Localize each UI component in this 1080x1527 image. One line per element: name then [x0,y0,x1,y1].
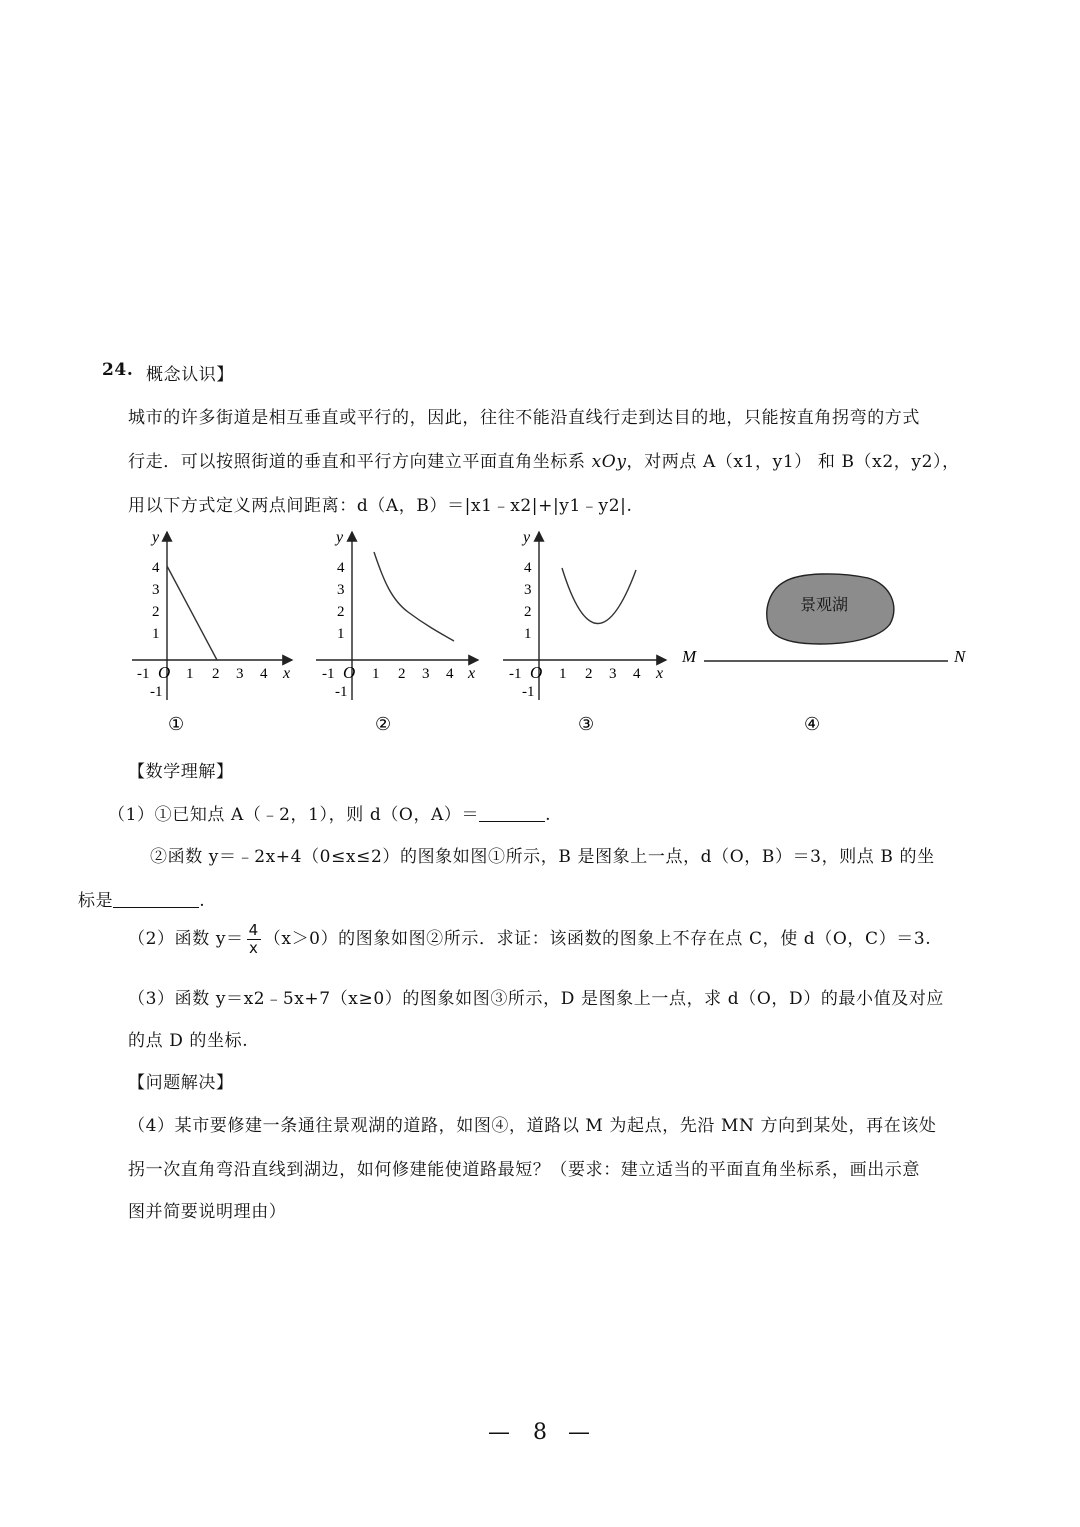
section-math-title: 【数学理解】 [128,762,234,782]
fig1-x-tick-1: 1 [186,666,194,682]
q1-part2-end: . [199,891,206,911]
fig3-neg-y: -1 [522,684,535,700]
fig2-label: ② [375,714,392,735]
fig2-origin: O [343,663,356,682]
q1-answer-blank-2[interactable] [113,891,199,908]
q4-line1: （4）某市要修建一条通往景观湖的道路，如图④，道路以 M 为起点，先沿 MN 方向到某处，再在该处 [128,1116,937,1136]
q1-answer-blank-1[interactable] [479,805,545,822]
fig1-y-tick-3: 3 [152,582,160,598]
fig3-x-tick-1: 1 [559,666,567,682]
fig3-x-label: x [656,665,664,682]
fig1-x-tick-4: 4 [260,666,268,682]
fig2-x-label: x [468,665,476,682]
fig1-neg-x: -1 [137,666,150,682]
fig3-origin: O [530,663,543,682]
point-b-def: B（x2，y2）， [841,452,960,472]
fig2-y-tick-1: 1 [337,626,345,642]
fig2-y-tick-4: 4 [337,560,345,576]
fig2-curve [374,552,454,641]
q4-line2: 拐一次直角弯沿直线到湖边，如何修建能使道路最短？（要求：建立适当的平面直角坐标系，画出示意 [128,1160,920,1180]
point-a-def: A（x1，y1） [702,452,812,472]
intro-line-3 [128,491,632,516]
fig2-y-label: y [336,529,344,546]
section-problem-title: 【问题解决】 [128,1073,234,1093]
fig1-line-graph [167,566,217,660]
fig3-x-tick-2: 2 [585,666,593,682]
footer-dash-left: — [488,1420,510,1445]
fig1-y-label: y [152,529,160,546]
fig3-y-tick-1: 1 [524,626,532,642]
fig1-x-tick-2: 2 [212,666,220,682]
fig3-x-tick-3: 3 [609,666,617,682]
fig2-x-tick-2: 2 [398,666,406,682]
q2-line [128,922,931,957]
intro-line-1: 城市的许多街道是相互垂直或平行的，因此，往往不能沿直线行走到达目的地，只能按直角拐弯的方式 [128,408,920,428]
fig1-x-tick-3: 3 [236,666,244,682]
fig3-x-tick-4: 4 [633,666,641,682]
q1-part2-b-text: 标是 [78,891,114,911]
q2-frac-num: 4 [248,921,259,939]
fig2-x-tick-1: 1 [372,666,380,682]
q2-frac-den: x [248,939,259,957]
q1-part2-line2 [78,886,205,911]
question-number: 24. [102,360,134,380]
figure-2 [316,529,478,735]
fig3-y-label: y [523,529,531,546]
page-number: 8 [533,1420,547,1445]
fig1-origin: O [158,663,171,682]
q2-b: （x＞0）的图象如图②所示．求证：该函数的图象上不存在点 C，使 d（O，C）＝3. [263,929,932,949]
fig1-label: ① [168,714,185,735]
fig2-neg-x: -1 [322,666,335,682]
fig3-label: ③ [578,714,595,735]
fig1-y-tick-2: 2 [152,604,160,620]
q1-part1 [108,800,551,825]
fig4-label: ④ [804,714,821,735]
and-word: 和 [811,452,842,472]
coord-system: xOy [591,452,627,472]
fig1-y-tick-4: 4 [152,560,160,576]
q4-line3: 图并简要说明理由） [128,1202,287,1222]
q2-a: （2）函数 y＝ [128,929,244,949]
figure-3 [503,529,666,735]
footer-dash-right: — [568,1420,590,1445]
intro-line-2 [128,447,960,472]
distance-formula: d（A，B）＝|x1﹣x2|+|y1﹣y2|. [356,496,633,516]
lake-label: 景观湖 [800,595,849,614]
point-m-label: M [682,647,697,666]
fig2-y-tick-3: 3 [337,582,345,598]
fig3-y-tick-2: 2 [524,604,532,620]
fig2-neg-y: -1 [335,684,348,700]
figure-4 [681,574,967,735]
fig3-y-tick-3: 3 [524,582,532,598]
intro-line-2-b: ，对两点 [626,452,703,472]
fig2-y-tick-2: 2 [337,604,345,620]
fig3-y-tick-4: 4 [524,560,532,576]
fig1-y-tick-1: 1 [152,626,160,642]
q1-part1-end: . [545,805,552,825]
question-heading: 概念认识】 [146,365,234,385]
fig2-x-tick-4: 4 [446,666,454,682]
fig1-x-label: x [283,665,291,682]
q3-line1: （3）函数 y＝x2﹣5x+7（x≥0）的图象如图③所示，D 是图象上一点，求 d（O，D）的最小值及对应 [128,989,945,1009]
fig2-x-tick-3: 3 [422,666,430,682]
q3-line2: 的点 D 的坐标. [128,1031,249,1051]
figure-1 [132,529,292,735]
fig3-parabola [562,568,636,624]
intro-line-3-a: 用以下方式定义两点间距离： [128,496,357,516]
q1-part1-text: （1）①已知点 A（﹣2，1），则 d（O，A）＝ [108,805,480,825]
q2-fraction [247,922,261,957]
intro-line-2-a: 行走．可以按照街道的垂直和平行方向建立平面直角坐标系 [128,452,592,472]
fig1-neg-y: -1 [150,684,163,700]
figures-panel [0,520,1080,740]
point-n-label: N [954,647,966,666]
fig3-neg-x: -1 [509,666,522,682]
q1-part2-line1: ②函数 y＝﹣2x+4（0≤x≤2）的图象如图①所示，B 是图象上一点，d（O，B）＝3，则点 B 的坐 [150,847,935,867]
